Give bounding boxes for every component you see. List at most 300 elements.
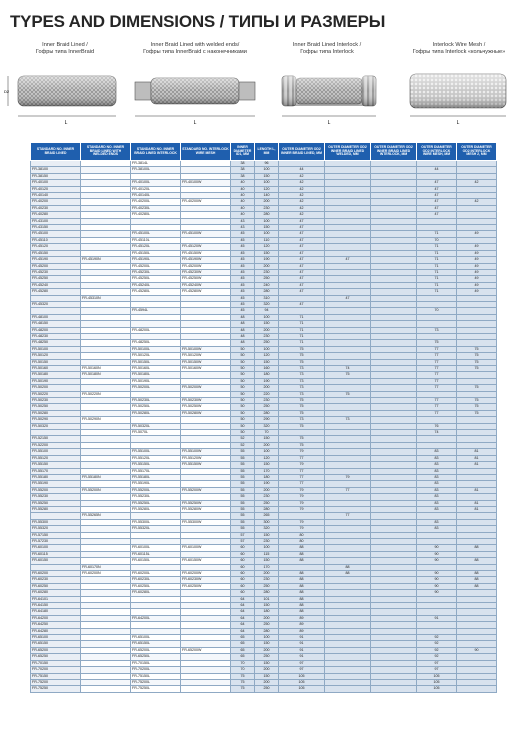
- table-cell: FR-55250W: [181, 500, 231, 506]
- table-cell: 75: [231, 686, 255, 692]
- table-cell: 71: [279, 333, 325, 339]
- table-cell: 120: [255, 455, 279, 461]
- table-cell: 89: [279, 628, 325, 634]
- table-cell: FR-65150: [31, 641, 81, 647]
- table-cell: 73: [279, 417, 325, 423]
- table-cell: 150: [255, 558, 279, 564]
- table-cell: 92: [417, 654, 457, 660]
- table-cell: 100: [255, 231, 279, 237]
- table-cell: 71: [417, 282, 457, 288]
- table-cell: 60: [231, 571, 255, 577]
- svg-text:L: L: [456, 119, 460, 126]
- table-cell: [181, 686, 231, 692]
- table-cell: 200: [255, 487, 279, 493]
- table-cell: 73: [279, 372, 325, 378]
- table-cell: 250: [255, 622, 279, 628]
- table-cell: 49: [457, 282, 497, 288]
- table-cell: 81: [457, 455, 497, 461]
- table-cell: 73: [279, 385, 325, 391]
- table-cell: FR-45230: [31, 269, 81, 275]
- table-cell: FR-55230: [31, 494, 81, 500]
- table-cell: 64: [231, 622, 255, 628]
- table-cell: 47: [279, 225, 325, 231]
- table-cell: FR-50150L: [131, 359, 181, 365]
- table-cell: 49: [457, 250, 497, 256]
- table-cell: FR-55120L: [131, 455, 181, 461]
- table-cell: 70: [417, 308, 457, 314]
- table-cell: 60: [231, 577, 255, 583]
- table-cell: 90: [417, 571, 457, 577]
- table-cell: 42: [279, 180, 325, 186]
- table-cell: FR-64101: [31, 596, 81, 602]
- table-cell: 50: [231, 353, 255, 359]
- table-cell: 79: [279, 462, 325, 468]
- table-cell: FR-50230L: [131, 398, 181, 404]
- table-cell: FR-45250W: [181, 276, 231, 282]
- table-cell: FR-75250L: [131, 686, 181, 692]
- table-cell: 45: [231, 237, 255, 243]
- table-cell: 150: [255, 462, 279, 468]
- table-cell: 75: [279, 353, 325, 359]
- table-cell: 90: [417, 590, 457, 596]
- table-cell: 88: [279, 590, 325, 596]
- table-cell: 55: [231, 500, 255, 506]
- table-cell: FR-55170: [31, 468, 81, 474]
- table-cell: 91: [279, 635, 325, 641]
- table-cell: FR-40230L: [131, 205, 181, 211]
- table-cell: 74: [417, 430, 457, 436]
- table-cell: 75: [457, 385, 497, 391]
- table-cell: FR-60280: [31, 590, 81, 596]
- table-cell: 49: [457, 269, 497, 275]
- table-cell: 47: [279, 301, 325, 307]
- table-cell: 60: [231, 590, 255, 596]
- table-cell: 160: [255, 366, 279, 372]
- table-cell: FR-50150: [31, 359, 81, 365]
- table-cell: 77: [279, 474, 325, 480]
- table-cell: 77: [417, 372, 457, 378]
- table-cell: 75: [279, 410, 325, 416]
- table-cell: 60: [231, 583, 255, 589]
- table-cell: 45: [231, 276, 255, 282]
- table-cell: 120: [255, 244, 279, 250]
- table-cell: 91: [279, 641, 325, 647]
- table-cell: 88: [279, 583, 325, 589]
- table-cell: 88: [279, 551, 325, 557]
- table-cell: 47: [279, 269, 325, 275]
- table-cell: 280: [255, 289, 279, 295]
- table-cell: FR-45150: [31, 250, 81, 256]
- table-cell: 91: [279, 654, 325, 660]
- table-cell: 240: [255, 282, 279, 288]
- table-cell: 230: [255, 494, 279, 500]
- page-title: TYPES AND DIMENSIONS / ТИПЫ И РАЗМЕРЫ: [10, 12, 386, 31]
- table-cell: FR-52150: [31, 436, 81, 442]
- table-cell: 88: [279, 545, 325, 551]
- table-cell: 200: [255, 327, 279, 333]
- table-cell: 65: [231, 635, 255, 641]
- table-cell: 75: [231, 679, 255, 685]
- table-cell: 200: [255, 571, 279, 577]
- table-cell: 55: [231, 487, 255, 493]
- table-cell: 91: [279, 647, 325, 653]
- table-cell: 47: [279, 289, 325, 295]
- table-cell: 47: [325, 257, 371, 263]
- table-cell: 77: [417, 398, 457, 404]
- table-cell: 81: [457, 506, 497, 512]
- table-cell: 55: [231, 449, 255, 455]
- table-cell: 105: [279, 673, 325, 679]
- figure-inner-braid: [0, 42, 130, 134]
- table-cell: 71: [417, 289, 457, 295]
- table-cell: FR-45230W: [181, 269, 231, 275]
- table-cell: 70: [231, 667, 255, 673]
- table-cell: 50: [231, 391, 255, 397]
- table-cell: 47: [279, 276, 325, 282]
- table-cell: FR-40140: [31, 193, 81, 199]
- table-cell: 50: [231, 385, 255, 391]
- table-cell: 77: [279, 455, 325, 461]
- table-cell: FR-40120L: [131, 186, 181, 192]
- table-cell: FR-45120W: [181, 244, 231, 250]
- table-cell: 83: [417, 506, 457, 512]
- svg-text:L: L: [193, 119, 197, 126]
- table-cell: FR-60170N: [81, 564, 131, 570]
- table-cell: 70: [255, 430, 279, 436]
- table-cell: 77: [325, 513, 371, 519]
- table-cell: FR-45150W: [181, 250, 231, 256]
- table-cell: 43: [231, 218, 255, 224]
- table-cell: 97: [417, 660, 457, 666]
- table-cell: 180: [255, 474, 279, 480]
- table-cell: 40: [231, 199, 255, 205]
- table-cell: 150: [255, 673, 279, 679]
- table-cell: 47: [279, 257, 325, 263]
- table-cell: 45: [231, 244, 255, 250]
- table-cell: 52: [231, 436, 255, 442]
- table-cell: 75: [325, 391, 371, 397]
- table-cell: FR-45120L: [131, 244, 181, 250]
- table-cell: FR-45190L: [131, 257, 181, 263]
- table-cell: 70: [417, 237, 457, 243]
- table-cell: 88: [325, 571, 371, 577]
- table-cell: FR-48230: [31, 333, 81, 339]
- table-cell: FR-65100L: [131, 635, 181, 641]
- table-cell: 250: [255, 404, 279, 410]
- table-cell: FR-50200W: [181, 385, 231, 391]
- table-cell: FR-55200N: [81, 487, 131, 493]
- table-cell: FR-40230: [31, 205, 81, 211]
- column-header: LENGTH L, MM: [255, 143, 279, 161]
- table-row: [31, 686, 497, 692]
- table-cell: 71: [417, 263, 457, 269]
- table-cell: FR-45120: [31, 244, 81, 250]
- table-cell: 42: [279, 193, 325, 199]
- table-cell: FR-64280: [31, 628, 81, 634]
- table-cell: 47: [417, 199, 457, 205]
- table-cell: 230: [255, 538, 279, 544]
- table-cell: 140: [255, 193, 279, 199]
- table-cell: 90: [417, 558, 457, 564]
- table-cell: 200: [255, 385, 279, 391]
- table-cell: 50: [231, 378, 255, 384]
- table-cell: 45: [231, 263, 255, 269]
- table-cell: 47: [279, 237, 325, 243]
- table-cell: 38: [231, 173, 255, 179]
- table-cell: 45: [231, 250, 255, 256]
- figure-wire-mesh: [392, 42, 526, 134]
- table-cell: 77: [279, 468, 325, 474]
- table-cell: FR-60115L: [131, 551, 181, 557]
- table-cell: 81: [457, 500, 497, 506]
- table-cell: FR-55200L: [131, 487, 181, 493]
- table-cell: 150: [255, 436, 279, 442]
- table-cell: FR-40140L: [131, 193, 181, 199]
- table-cell: 48: [231, 321, 255, 327]
- table-cell: 90: [417, 545, 457, 551]
- table-cell: 47: [279, 244, 325, 250]
- table-cell: FR-75150L: [131, 673, 181, 679]
- table-cell: FR-55300W: [181, 519, 231, 525]
- table-cell: 75: [325, 372, 371, 378]
- table-cell: 94: [255, 308, 279, 314]
- table-cell: FR-45190W: [181, 257, 231, 263]
- table-cell: 71: [279, 340, 325, 346]
- table-cell: FR-45250L: [131, 276, 181, 282]
- table-cell: 88: [279, 577, 325, 583]
- table-cell: 88: [279, 596, 325, 602]
- table-cell: 50: [231, 417, 255, 423]
- table-cell: 47: [279, 250, 325, 256]
- figures-strip: [0, 42, 526, 142]
- table-cell: 83: [417, 449, 457, 455]
- table-cell: FR-60250: [31, 583, 81, 589]
- table-cell: 45: [231, 282, 255, 288]
- svg-text:L: L: [64, 119, 68, 126]
- table-cell: 80: [279, 532, 325, 538]
- table-cell: 45: [231, 231, 255, 237]
- table-cell: 57: [231, 532, 255, 538]
- table-cell: FR-75150: [31, 673, 81, 679]
- table-cell: 90: [457, 647, 497, 653]
- table-cell: FR-50220N: [81, 391, 131, 397]
- table-cell: 60: [231, 558, 255, 564]
- table-cell: FR-55180N: [81, 474, 131, 480]
- table-cell: 150: [255, 660, 279, 666]
- table-cell: 44: [417, 167, 457, 173]
- table-cell: FR-60200N: [81, 571, 131, 577]
- column-header: STANDARD NO. INNER BRAID LINED: [31, 143, 81, 161]
- table-cell: FR-40200L: [131, 199, 181, 205]
- table-cell: FR-48100: [31, 314, 81, 320]
- column-header: OUTER DIAMETER OD2 INTERLOCK MESH 2, MM: [457, 143, 497, 161]
- table-cell: 48: [231, 314, 255, 320]
- table-cell: FR-55180L: [131, 474, 181, 480]
- figure-caption: Interlock Wire Mesh / Гофры типа Interlock «кольчужные»: [412, 42, 506, 55]
- table-cell: 200: [255, 199, 279, 205]
- table-cell: FR-60150L: [131, 558, 181, 564]
- table-cell: 45: [231, 289, 255, 295]
- table-cell: 64: [231, 609, 255, 615]
- table-cell: 88: [279, 558, 325, 564]
- table-cell: 83: [417, 526, 457, 532]
- table-cell: 52: [231, 442, 255, 448]
- column-header: OUTER DIAMETER OD2 INNER BRAID LINED, MM: [279, 143, 325, 161]
- table-cell: FR-50200: [31, 385, 81, 391]
- table-cell: 71: [417, 269, 457, 275]
- table-cell: FR-40100W: [181, 180, 231, 186]
- table-cell: FR-65250L: [131, 654, 181, 660]
- table-cell: FR-40200: [31, 199, 81, 205]
- table-cell: FR-50200L: [131, 385, 181, 391]
- table-cell: 250: [255, 583, 279, 589]
- table-cell: FR-60200W: [181, 571, 231, 577]
- table-cell: 180: [255, 609, 279, 615]
- table-cell: 55: [231, 455, 255, 461]
- table-cell: FR-40200W: [181, 199, 231, 205]
- table-cell: FR-65200: [31, 647, 81, 653]
- column-header: STANDARD NO. INNER BRAID LINED INTERLOCK: [131, 143, 181, 161]
- table-cell: FR-55300L: [131, 519, 181, 525]
- table-cell: 64: [231, 596, 255, 602]
- table-cell: 79: [279, 487, 325, 493]
- table-cell: 75: [231, 673, 255, 679]
- table-cell: 71: [417, 250, 457, 256]
- figure-caption: Inner Braid Lined / Гофры типа InnerBraid: [35, 42, 95, 55]
- table-cell: 65: [231, 654, 255, 660]
- table-cell: 150: [255, 225, 279, 231]
- table-cell: 100: [255, 449, 279, 455]
- table-cell: 220: [255, 391, 279, 397]
- table-cell: FR-55200: [31, 487, 81, 493]
- table-cell: 290: [255, 417, 279, 423]
- table-cell: FR-50320L: [131, 423, 181, 429]
- table-cell: 88: [279, 571, 325, 577]
- table-cell: 190: [255, 378, 279, 384]
- table-cell: 42: [279, 212, 325, 218]
- table-cell: 45: [231, 269, 255, 275]
- table-cell: 88: [279, 603, 325, 609]
- figure-inner-braid-welded: [125, 42, 265, 134]
- inner-braid-hose-drawing: [0, 56, 130, 134]
- table-cell: 77: [417, 366, 457, 372]
- table-cell: 73: [279, 378, 325, 384]
- table-cell: 49: [457, 257, 497, 263]
- table-cell: 74: [325, 366, 371, 372]
- table-cell: 64: [231, 628, 255, 634]
- table-cell: FR-70200L: [131, 667, 181, 673]
- table-cell: 105: [417, 673, 457, 679]
- table-cell: FR-55190L: [131, 481, 181, 487]
- table-cell: FR-55170L: [131, 468, 181, 474]
- table-cell: 49: [457, 244, 497, 250]
- table-cell: 97: [417, 667, 457, 673]
- table-cell: 150: [255, 250, 279, 256]
- table-cell: 47: [279, 282, 325, 288]
- table-cell: 49: [457, 289, 497, 295]
- figure-caption: Inner Braid Lined Interlock / Гофры типа Interlock: [292, 42, 362, 55]
- table-cell: 83: [417, 519, 457, 525]
- table-cell: FR-55265N: [81, 513, 131, 519]
- table-cell: 71: [279, 327, 325, 333]
- table-cell: 300: [255, 519, 279, 525]
- table-cell: FR-45310N: [81, 295, 131, 301]
- table-cell: FR-64150: [31, 603, 81, 609]
- table-cell: 75: [457, 410, 497, 416]
- table-cell: 60: [231, 545, 255, 551]
- table-cell: FR-75250: [31, 686, 81, 692]
- table-cell: 55: [231, 513, 255, 519]
- table-cell: FR-64200: [31, 615, 81, 621]
- table-cell: 200: [255, 442, 279, 448]
- table-cell: 64: [231, 603, 255, 609]
- table-cell: 40: [231, 212, 255, 218]
- table-cell: FR-55320L: [131, 526, 181, 532]
- table-cell: 75: [457, 398, 497, 404]
- table-cell: FR-52200: [31, 442, 81, 448]
- table-cell: FR-60100: [31, 545, 81, 551]
- table-cell: 49: [457, 276, 497, 282]
- table-cell: FR-4594L: [131, 308, 181, 314]
- column-header: OUTER DIAMETER OD2 INTERLOCK WIRE MESH, MM: [417, 143, 457, 161]
- table-cell: FR-60150: [31, 558, 81, 564]
- table-cell: 71: [417, 231, 457, 237]
- table-cell: FR-40280L: [131, 212, 181, 218]
- table-cell: 42: [279, 199, 325, 205]
- table-cell: FR-50320: [31, 423, 81, 429]
- table-cell: 57: [231, 538, 255, 544]
- table-cell: FR-60115: [31, 551, 81, 557]
- table-cell: FR-57230: [31, 538, 81, 544]
- table-cell: 79: [279, 494, 325, 500]
- table-header: [31, 143, 497, 161]
- table-cell: 100: [255, 180, 279, 186]
- table-cell: FR-45320: [31, 301, 81, 307]
- table-cell: FR-50250: [31, 404, 81, 410]
- table-cell: 73: [325, 417, 371, 423]
- table-cell: 55: [231, 462, 255, 468]
- table-cell: 265: [255, 513, 279, 519]
- table-cell: FR-55200W: [181, 487, 231, 493]
- table-cell: FR-38100: [31, 167, 81, 173]
- table-cell: 75: [279, 442, 325, 448]
- table-cell: FR-50180: [31, 372, 81, 378]
- table-cell: 200: [255, 263, 279, 269]
- table-cell: 47: [279, 263, 325, 269]
- table-cell: FR-50290N: [81, 417, 131, 423]
- table-cell: 83: [417, 462, 457, 468]
- table-cell: 43: [231, 225, 255, 231]
- table-cell: 42: [279, 186, 325, 192]
- table-cell: FR-65250: [31, 654, 81, 660]
- table-cell: FR-40280: [31, 212, 81, 218]
- table-cell: FR-45250: [31, 276, 81, 282]
- table-cell: FR-45100W: [181, 231, 231, 237]
- table-cell: FR-50190L: [131, 378, 181, 384]
- table-cell: 60: [231, 551, 255, 557]
- table-cell: 81: [457, 449, 497, 455]
- table-cell: 83: [417, 481, 457, 487]
- table-cell: 73: [417, 327, 457, 333]
- table-cell: 100: [255, 346, 279, 352]
- table-cell: 97: [279, 660, 325, 666]
- table-cell: FR-38100L: [131, 167, 181, 173]
- table-cell: 230: [255, 398, 279, 404]
- table-cell: 77: [417, 378, 457, 384]
- table-cell: 83: [417, 474, 457, 480]
- column-header: OUTER DIAMETER OD2 INNER BRAID LINED WELDED, MM: [325, 143, 371, 161]
- table-cell: 320: [255, 526, 279, 532]
